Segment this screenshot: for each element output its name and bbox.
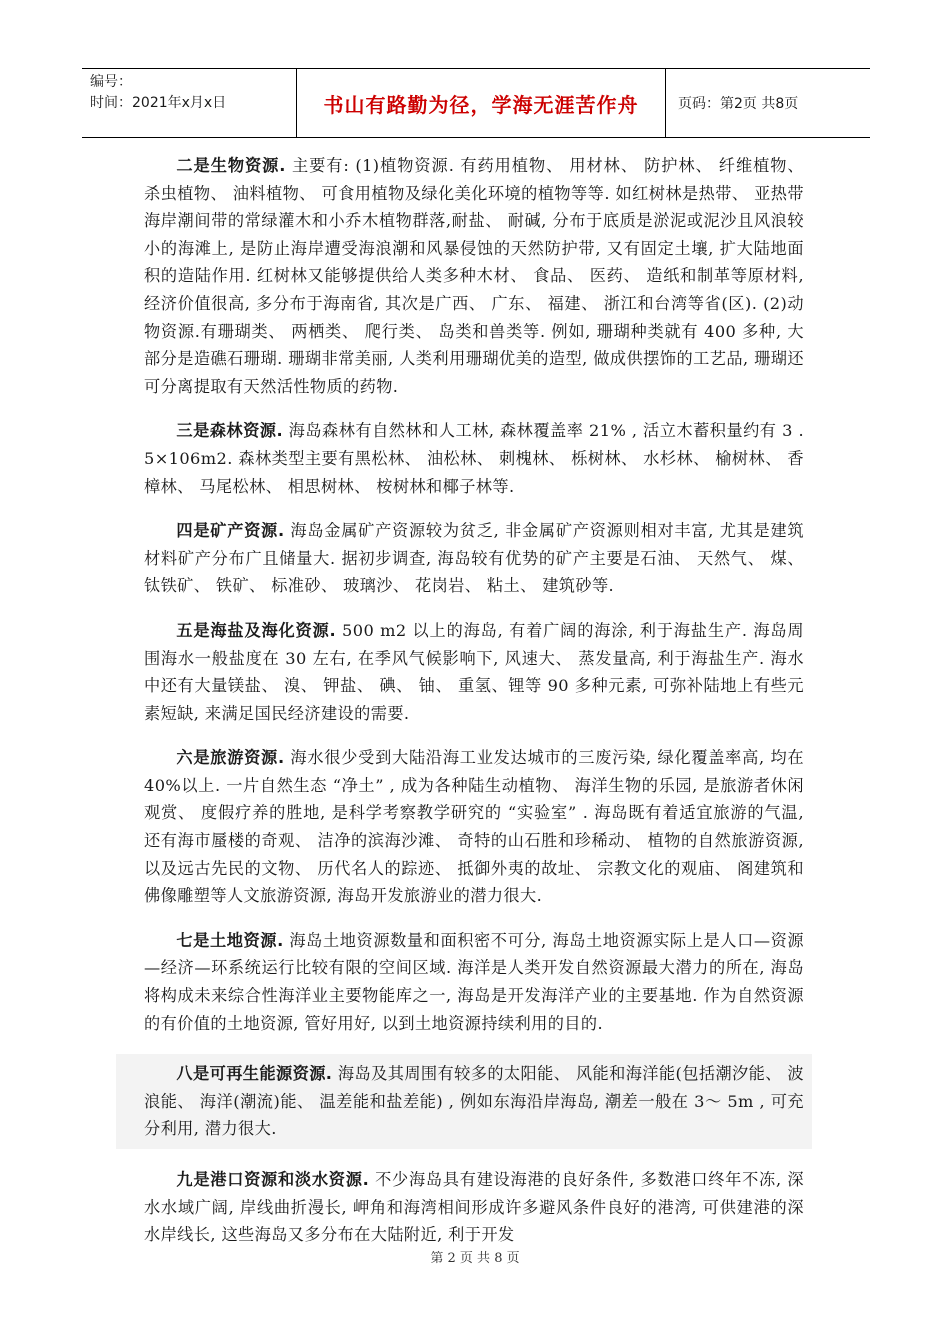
- paragraph-heading: 七是土地资源.: [176, 930, 284, 950]
- paragraph-text: 不少海岛具有建设海港的良好条件, 多数港口终年不冻, 深水水域广阔, 岸线曲折漫长, 岬角和海湾相间形成许多避风条件良好的港湾, 可供建港的深水岸线长, 这些海岛又多分布在大陆附近, 利于开发: [144, 1170, 804, 1245]
- paragraph-land-resources: [144, 927, 804, 1037]
- paragraph-text: 主要有: (1)植物资源. 有药用植物、 用材林、 防护林、 纤维植物、 杀虫植物、 油料植物、 可食用植物及绿化美化环境的植物等等. 如红树林是热带、 亚热带海岸潮间带的常绿灌木和小乔木植物群落,耐盐、 耐碱, 分布于底质是淤泥或泥沙且风浪较小的海滩上, 是防止海岸遭受海浪潮和风暴侵蚀的天然防护带, 又有固定土壤, 扩大陆地面积的造陆作用. 红树林又能够提供给人类多种木材、 食品、 医药、 造纸和制革等原材料, 经济价值很高, 多分布于海南省, 其次是广西、 广东、 福建、 浙江和台湾等省(区). (2)动物资源.有珊瑚类、 两栖类、 爬行类、 岛类和兽类等. 例如, 珊瑚种类就有 400 多种, 大部分是造礁石珊瑚. 珊瑚非常美丽, 人类利用珊瑚优美的造型, 做成供摆饰的工艺品, 珊瑚还可分离提取有天然活性物质的药物.: [144, 156, 805, 396]
- header-meta: [82, 69, 297, 137]
- paragraph-tourism-resources: [144, 744, 804, 910]
- paragraph-heading: 四是矿产资源.: [176, 521, 285, 541]
- paragraph-heading: 三是森林资源.: [176, 421, 284, 441]
- paragraph-heading: 六是旅游资源.: [176, 748, 285, 768]
- header-motto: 书山有路勤为径，学海无涯苦作舟: [297, 69, 666, 137]
- paragraph-text: 海水很少受到大陆沿海工业发达城市的三废污染, 绿化覆盖率高, 均在 40%以上. 一片自然生态 “净土” , 成为各种陆生动植物、 海洋生物的乐园, 是旅游者休闲观赏、 度假疗养的胜地, 是科学考察教学研究的 “实验室” . 海岛既有着适宜旅游的气温, 还有海市蜃楼的奇观、 洁净的滨海沙滩、 奇特的山石胜和珍稀动、 植物的自然旅游资源, 以及远古先民的文物、 历代名人的踪迹、 抵御外夷的故址、 宗教文化的观庙、 阁建筑和佛像雕塑等人文旅游资源, 海岛开发旅游业的潜力很大.: [144, 748, 805, 906]
- page-footer: 第 2 页 共 8 页: [430, 1251, 520, 1266]
- paragraph-forest-resources: [144, 417, 804, 500]
- paragraph-text: 500 m2 以上的海岛, 有着广阔的海涂, 利于海盐生产. 海岛周围海水一般盐度在 30 左右, 在季风气候影响下, 风速大、 蒸发量高, 利于海盐生产. 海水中还有大量镁盐、 溴、 钾盐、 碘、 铀、 重氢、锂等 90 多种元素, 可弥补陆地上有些元素短缺, 来满足国民经济建设的需要.: [144, 620, 804, 723]
- header-number-label: 编号：: [90, 74, 132, 90]
- page-header: [82, 68, 870, 138]
- header-date-label: 时间：2021年x月x日: [90, 95, 227, 111]
- document-body: [144, 152, 804, 1266]
- paragraph-heading: 八是可再生能源资源.: [176, 1064, 333, 1084]
- paragraph-heading: 二是生物资源.: [176, 156, 286, 175]
- header-page-label: 页码：第2页 共8页: [678, 96, 799, 112]
- paragraph-salt-resources: [144, 617, 804, 727]
- paragraph-renewable-energy: [116, 1054, 812, 1149]
- paragraph-text: 海岛及其周围有较多的太阳能、 风能和海洋能(包括潮汐能、 波浪能、 海洋(潮流)能、 温差能和盐差能) , 例如东海沿岸海岛, 潮差一般在 3～ 5m , 可充分利用, 潜力很大.: [144, 1064, 804, 1139]
- paragraph-heading: 九是港口资源和淡水资源.: [176, 1170, 370, 1189]
- paragraph-text: 海岛森林有自然林和人工林, 森林覆盖率 21% , 活立木蓄积量约有 3 . 5×106m2. 森林类型主要有黑松林、 油松林、 刺槐林、 栎树林、 水杉林、 榆树林、 香樟林、 马尾松林、 相思树林、 桉树林和椰子林等.: [144, 421, 804, 496]
- paragraph-text: 海岛金属矿产资源较为贫乏, 非金属矿产资源则相对丰富, 尤其是建筑材料矿产分布广且储量大. 据初步调查, 海岛较有优势的矿产主要是石油、 天然气、 煤、 钛铁矿、 铁矿、 标准砂、 玻璃沙、 花岗岩、 粘土、 建筑砂等.: [144, 521, 805, 596]
- paragraph-port-water-resources: [144, 1166, 804, 1249]
- paragraph-mineral-resources: [144, 517, 804, 600]
- paragraph-text: 海岛土地资源数量和面积密不可分, 海岛土地资源实际上是人口—资源—经济—环系统运行比较有限的空间区域. 海洋是人类开发自然资源最大潜力的所在, 海岛将构成未来综合性海洋业主要物能库之一, 海岛是开发海洋产业的主要基地. 作为自然资源的有价值的土地资源, 管好用好, 以到土地资源持续利用的目的.: [144, 930, 805, 1033]
- paragraph-heading: 五是海盐及海化资源.: [176, 620, 337, 640]
- paragraph-biological-resources: [144, 152, 804, 400]
